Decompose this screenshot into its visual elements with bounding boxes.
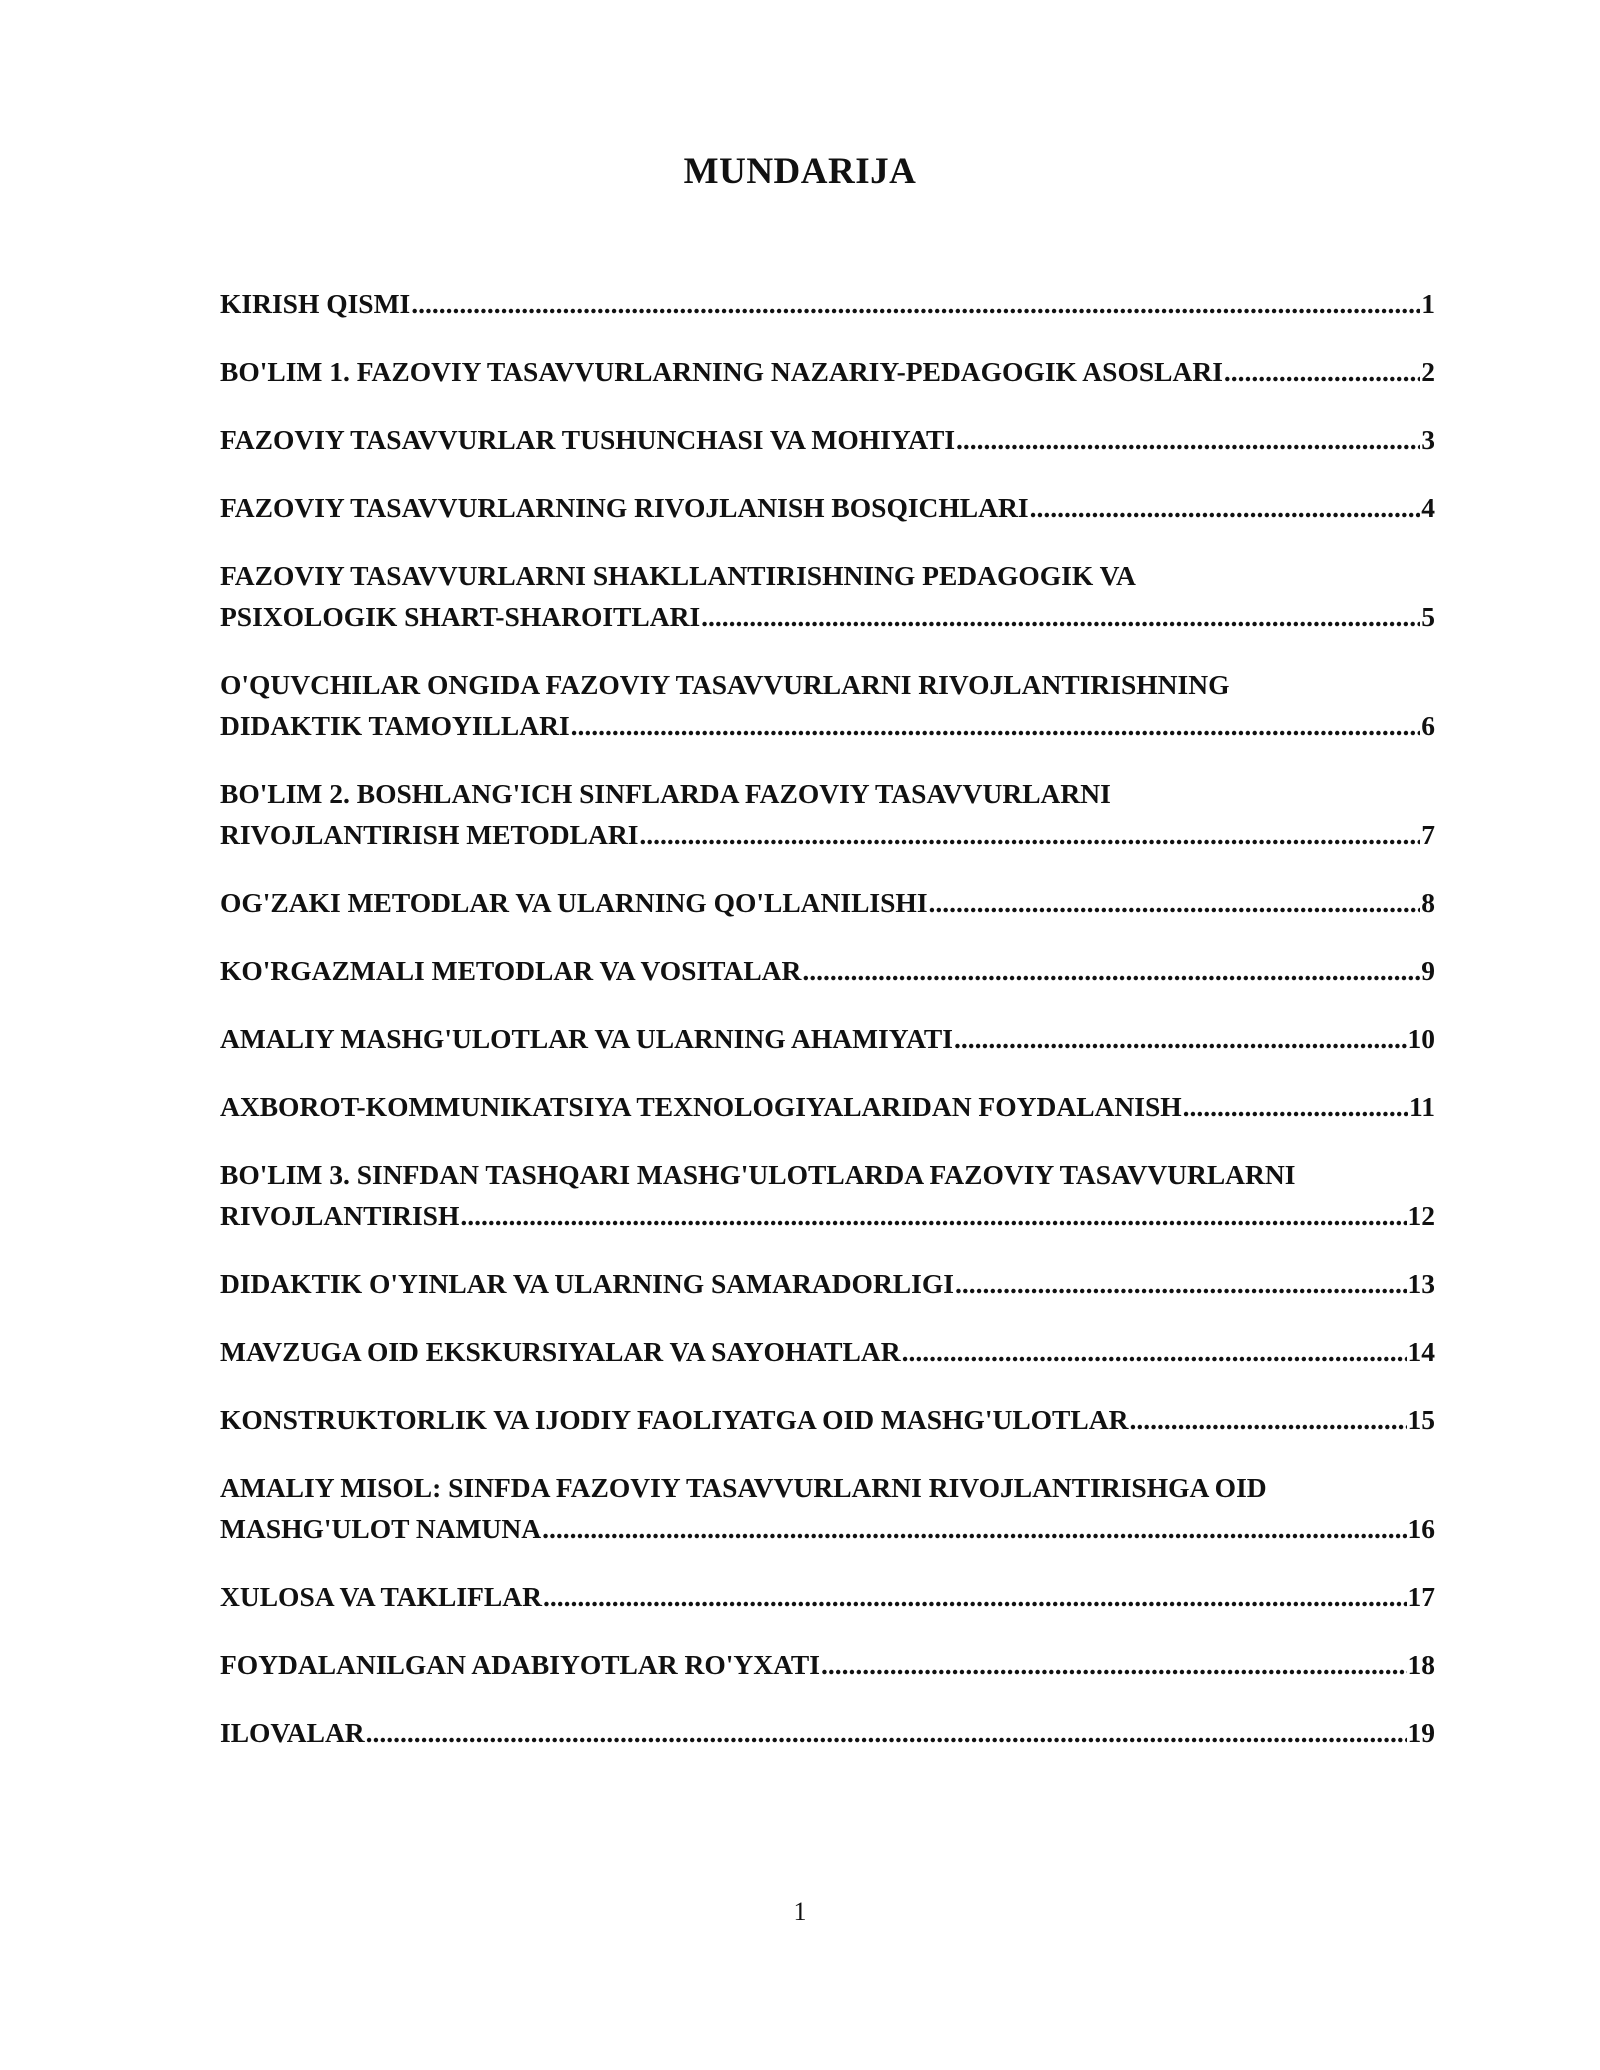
toc-entry-page-number: 15 [1407,1404,1435,1435]
page-number: 1 [793,1897,807,1926]
toc-entry-page-number: 16 [1407,1513,1435,1544]
dot-leader [802,950,1420,991]
toc-entry-title: KONSTRUKTORLIK VA IJODIY FAOLIYATGA OID MASHG'ULOTLAR [220,1404,1129,1435]
dot-leader [955,1263,1407,1304]
toc-entry-page-number: 12 [1407,1200,1435,1231]
toc-entry[interactable] [220,283,1435,324]
dot-leader [411,283,1420,324]
toc-entry-row [220,950,1435,991]
dot-leader [954,1018,1407,1059]
page-title: MUNDARIJA [683,151,917,192]
toc-entry[interactable] [220,1467,1435,1549]
toc-entry-title-line: AMALIY MISOL: SINFDA FAZOVIY TASAVVURLARNI RIVOJLANTIRISHGA OID [220,1472,1267,1503]
toc-entry-title: DIDAKTIK O'YINLAR VA ULARNING SAMARADORLIGI [220,1268,954,1299]
toc-entry-title: FOYDALANILGAN ADABIYOTLAR RO'YXATI [220,1649,820,1680]
toc-entry[interactable] [220,1712,1435,1753]
toc-entry-title: BO'LIM 1. FAZOVIY TASAVVURLARNING NAZARIY-PEDAGOGIK ASOSLARI [220,356,1223,387]
dot-leader [1030,487,1421,528]
toc-entry-row [220,814,1435,855]
toc-entry-row [220,1508,1435,1549]
toc-entry[interactable] [220,1154,1435,1236]
toc-entry-page-number: 3 [1421,424,1435,455]
toc-entry-title: FAZOVIY TASAVVURLARNING RIVOJLANISH BOSQICHLARI [220,492,1029,523]
toc-entry[interactable] [220,882,1435,923]
toc-entry-page-number: 8 [1421,887,1435,918]
toc-entry-page-number: 9 [1421,955,1435,986]
toc-entry[interactable] [220,1331,1435,1372]
toc-entry-title: OG'ZAKI METODLAR VA ULARNING QO'LLANILISHI [220,887,928,918]
toc-entry-row [220,1399,1435,1440]
toc-entry-title: PSIXOLOGIK SHART-SHAROITLARI [220,601,701,632]
dot-leader [821,1644,1407,1685]
dot-leader [701,596,1420,637]
toc-entry-row [220,351,1435,392]
toc-entry-row [220,1576,1435,1617]
toc-entry-row [220,1195,1435,1236]
toc-entry-row [220,1018,1435,1059]
dot-leader [366,1712,1407,1753]
toc-entry-page-number: 13 [1407,1268,1435,1299]
toc-entry-title: ILOVALAR [220,1717,365,1748]
dot-leader [929,882,1421,923]
toc-entry[interactable] [220,773,1435,855]
toc-entry-page-number: 4 [1421,492,1435,523]
toc-entry-row [220,419,1435,460]
dot-leader [1129,1399,1406,1440]
toc-entry[interactable] [220,1399,1435,1440]
toc-entry-title-line: FAZOVIY TASAVVURLARNI SHAKLLANTIRISHNING PEDAGOGIK VA [220,560,1136,591]
toc-entry-page-number: 7 [1421,819,1435,850]
toc-entry-row [220,487,1435,528]
toc-entry[interactable] [220,950,1435,991]
toc-entry[interactable] [220,555,1435,637]
dot-leader [460,1195,1406,1236]
toc-entry[interactable] [220,419,1435,460]
toc-entry-title-line: BO'LIM 3. SINFDAN TASHQARI MASHG'ULOTLARDA FAZOVIY TASAVVURLARNI [220,1159,1296,1190]
toc-entry-row [220,882,1435,923]
dot-leader [1183,1086,1408,1127]
toc-entry-page-number: 14 [1407,1336,1435,1367]
toc-entry-title: KIRISH QISMI [220,288,411,319]
toc-entry[interactable] [220,1018,1435,1059]
dot-leader [571,705,1421,746]
toc-entry-title: RIVOJLANTIRISH [220,1200,460,1231]
toc-entry[interactable] [220,1576,1435,1617]
dot-leader [543,1576,1407,1617]
toc-entry-row [220,283,1435,324]
toc-entry-page-number: 10 [1407,1023,1435,1054]
toc-entry[interactable] [220,1263,1435,1304]
toc-entry[interactable] [220,1086,1435,1127]
toc-entry-row [220,1331,1435,1372]
table-of-contents [220,283,1435,1780]
toc-entry[interactable] [220,1644,1435,1685]
toc-entry-page-number: 18 [1407,1649,1435,1680]
toc-entry-title: XULOSA VA TAKLIFLAR [220,1581,542,1612]
toc-entry-row [220,1263,1435,1304]
dot-leader [542,1508,1406,1549]
toc-entry-title: AXBOROT-KOMMUNIKATSIYA TEXNOLOGIYALARIDAN FOYDALANISH [220,1091,1182,1122]
toc-entry-title: RIVOJLANTIRISH METODLARI [220,819,639,850]
toc-entry-title: KO'RGAZMALI METODLAR VA VOSITALAR [220,955,802,986]
toc-entry-title-line: BO'LIM 2. BOSHLANG'ICH SINFLARDA FAZOVIY TASAVVURLARNI [220,778,1111,809]
dot-leader [639,814,1420,855]
toc-entry-title: AMALIY MASHG'ULOTLAR VA ULARNING AHAMIYATI [220,1023,953,1054]
dot-leader [902,1331,1407,1372]
toc-entry[interactable] [220,487,1435,528]
toc-entry-page-number: 5 [1421,601,1435,632]
toc-entry-title-line: O'QUVCHILAR ONGIDA FAZOVIY TASAVVURLARNI RIVOJLANTIRISHNING [220,669,1230,700]
toc-entry-page-number: 2 [1421,356,1435,387]
toc-entry-row [220,705,1435,746]
toc-entry[interactable] [220,351,1435,392]
toc-entry-title: MAVZUGA OID EKSKURSIYALAR VA SAYOHATLAR [220,1336,901,1367]
dot-leader [1224,351,1420,392]
toc-entry-page-number: 19 [1407,1717,1435,1748]
toc-entry-row [220,1712,1435,1753]
toc-entry-page-number: 11 [1409,1091,1435,1122]
toc-entry-page-number: 17 [1407,1581,1435,1612]
toc-entry-row [220,1086,1435,1127]
toc-entry-page-number: 6 [1421,710,1435,741]
toc-entry-title: MASHG'ULOT NAMUNA [220,1513,542,1544]
toc-entry-page-number: 1 [1421,288,1435,319]
toc-entry-title: FAZOVIY TASAVVURLAR TUSHUNCHASI VA MOHIYATI [220,424,956,455]
toc-entry-title: DIDAKTIK TAMOYILLARI [220,710,570,741]
dot-leader [956,419,1420,460]
toc-entry[interactable] [220,664,1435,746]
toc-entry-row [220,596,1435,637]
toc-entry-row [220,1644,1435,1685]
